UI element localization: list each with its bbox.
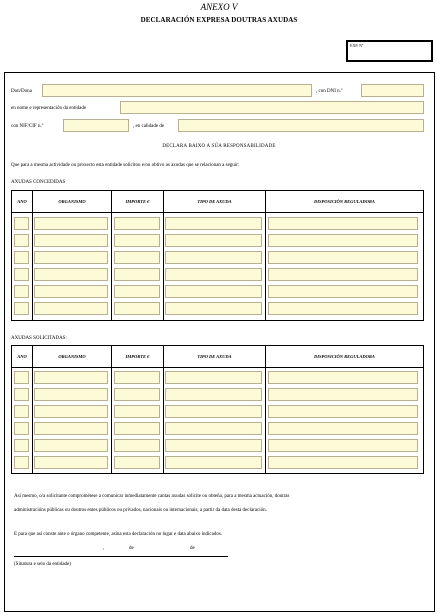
granted-col-regulation: DISPOSICIÓN REGULADORA bbox=[314, 199, 375, 204]
granted-organism-cell[interactable] bbox=[34, 234, 108, 247]
annex-title: ANEXO V bbox=[200, 2, 238, 12]
granted-year-cell[interactable] bbox=[14, 251, 29, 264]
date-comma: , bbox=[103, 546, 105, 551]
requested-regulation-cell[interactable] bbox=[268, 439, 418, 452]
granted-year-cell[interactable] bbox=[14, 285, 29, 298]
granted-year-cell[interactable] bbox=[14, 268, 29, 281]
granted-regulation-cell[interactable] bbox=[268, 285, 418, 298]
requested-organism-cell[interactable] bbox=[34, 388, 108, 401]
requested-year-cell[interactable] bbox=[14, 422, 29, 435]
entity-label: en nome e representación da entidade bbox=[11, 106, 87, 111]
requested-organism-cell[interactable] bbox=[34, 405, 108, 418]
capacity-label: , en calidade de bbox=[133, 124, 165, 129]
granted-type-cell[interactable] bbox=[165, 234, 262, 247]
requested-amount-cell[interactable] bbox=[114, 388, 160, 401]
commitment-line-2: administracións públicas ou doutros entes públicos ou privados, nacionais ou internacionais, a partir da data desta declaración. bbox=[14, 508, 267, 513]
granted-organism-cell[interactable] bbox=[34, 251, 108, 264]
capacity-field[interactable] bbox=[178, 119, 424, 132]
requested-regulation-cell[interactable] bbox=[268, 371, 418, 384]
signature-line bbox=[14, 556, 228, 557]
granted-amount-cell[interactable] bbox=[114, 251, 160, 264]
exp-number-box[interactable] bbox=[346, 40, 433, 62]
dni-field[interactable] bbox=[361, 84, 424, 97]
granted-organism-cell[interactable] bbox=[34, 268, 108, 281]
requested-col-year: ANO bbox=[17, 354, 27, 359]
requested-regulation-cell[interactable] bbox=[268, 388, 418, 401]
requested-organism-cell[interactable] bbox=[34, 422, 108, 435]
requested-col-organism: ORGANISMO bbox=[58, 354, 86, 359]
requested-year-cell[interactable] bbox=[14, 371, 29, 384]
nif-field[interactable] bbox=[63, 119, 129, 132]
granted-organism-cell[interactable] bbox=[34, 302, 108, 315]
granted-col-organism: ORGANISMO bbox=[58, 199, 86, 204]
granted-type-cell[interactable] bbox=[165, 217, 262, 230]
granted-type-cell[interactable] bbox=[165, 268, 262, 281]
date-de-1: de bbox=[129, 546, 134, 551]
requested-type-cell[interactable] bbox=[165, 456, 262, 469]
requested-regulation-cell[interactable] bbox=[268, 456, 418, 469]
requested-organism-cell[interactable] bbox=[34, 456, 108, 469]
requested-amount-cell[interactable] bbox=[114, 439, 160, 452]
granted-year-cell[interactable] bbox=[14, 234, 29, 247]
granted-col-type: TIPO DE AXUDA bbox=[197, 199, 232, 204]
requested-year-cell[interactable] bbox=[14, 388, 29, 401]
granted-type-cell[interactable] bbox=[165, 302, 262, 315]
commitment-line-1: Así mesmo, o/a solicitante comprométese a comunicar inmediatamente cantas axudas solicite ou obteña, para a mesma actuación, doutras bbox=[14, 494, 290, 499]
requested-amount-cell[interactable] bbox=[114, 422, 160, 435]
granted-regulation-cell[interactable] bbox=[268, 217, 418, 230]
dni-label: , con DNI n.º bbox=[316, 89, 343, 94]
granted-amount-cell[interactable] bbox=[114, 302, 160, 315]
granted-year-cell[interactable] bbox=[14, 302, 29, 315]
requested-type-cell[interactable] bbox=[165, 388, 262, 401]
requested-title: AXUDAS SOLICITADAS: bbox=[11, 336, 67, 341]
granted-amount-cell[interactable] bbox=[114, 285, 160, 298]
name-label: Don/Dona bbox=[11, 89, 32, 94]
granted-amount-cell[interactable] bbox=[114, 217, 160, 230]
requested-type-cell[interactable] bbox=[165, 371, 262, 384]
requested-type-cell[interactable] bbox=[165, 439, 262, 452]
closing-text: E para que así conste ante o órgano competente, asina esta declaración no lugar e data abaixo indicados. bbox=[14, 532, 223, 537]
granted-amount-cell[interactable] bbox=[114, 268, 160, 281]
declaration-title: DECLARACIÓN EXPRESA DOUTRAS AXUDAS bbox=[140, 16, 298, 24]
nif-label: con NIF/CIF n.º bbox=[11, 124, 44, 129]
granted-col-year: ANO bbox=[17, 199, 27, 204]
requested-type-cell[interactable] bbox=[165, 405, 262, 418]
granted-regulation-cell[interactable] bbox=[268, 268, 418, 281]
requested-organism-cell[interactable] bbox=[34, 439, 108, 452]
requested-year-cell[interactable] bbox=[14, 456, 29, 469]
signature-label: (Sinatura e selo da entidade) bbox=[14, 562, 71, 567]
requested-year-cell[interactable] bbox=[14, 439, 29, 452]
requested-type-cell[interactable] bbox=[165, 422, 262, 435]
granted-title: AXUDAS CONCEDIDAS bbox=[11, 180, 66, 185]
requested-col-amount: IMPORTE € bbox=[125, 354, 150, 359]
requested-regulation-cell[interactable] bbox=[268, 405, 418, 418]
granted-organism-cell[interactable] bbox=[34, 217, 108, 230]
granted-amount-cell[interactable] bbox=[114, 234, 160, 247]
name-field[interactable] bbox=[42, 84, 312, 97]
granted-type-cell[interactable] bbox=[165, 251, 262, 264]
granted-regulation-cell[interactable] bbox=[268, 302, 418, 315]
requested-amount-cell[interactable] bbox=[114, 405, 160, 418]
declares-heading: DECLARA BAIXO A SÚA RESPONSABILIDADE bbox=[162, 144, 276, 149]
requested-amount-cell[interactable] bbox=[114, 456, 160, 469]
requested-col-type: TIPO DE AXUDA bbox=[197, 354, 232, 359]
requested-amount-cell[interactable] bbox=[114, 371, 160, 384]
granted-regulation-cell[interactable] bbox=[268, 234, 418, 247]
requested-col-regulation: DISPOSICIÓN REGULADORA bbox=[314, 354, 375, 359]
granted-year-cell[interactable] bbox=[14, 217, 29, 230]
date-de-2: de bbox=[190, 546, 195, 551]
granted-type-cell[interactable] bbox=[165, 285, 262, 298]
granted-regulation-cell[interactable] bbox=[268, 251, 418, 264]
granted-organism-cell[interactable] bbox=[34, 285, 108, 298]
requested-organism-cell[interactable] bbox=[34, 371, 108, 384]
exp-number-label: EXP. Nº bbox=[350, 43, 364, 48]
granted-col-amount: IMPORTE € bbox=[125, 199, 150, 204]
requested-year-cell[interactable] bbox=[14, 405, 29, 418]
entity-field[interactable] bbox=[120, 101, 424, 114]
requested-regulation-cell[interactable] bbox=[268, 422, 418, 435]
intro-text: Que para a mesma actividade ou proxecto esta entidade solicitou e/ou obtivo as axudas que se relacionan a seguir: bbox=[11, 163, 240, 168]
